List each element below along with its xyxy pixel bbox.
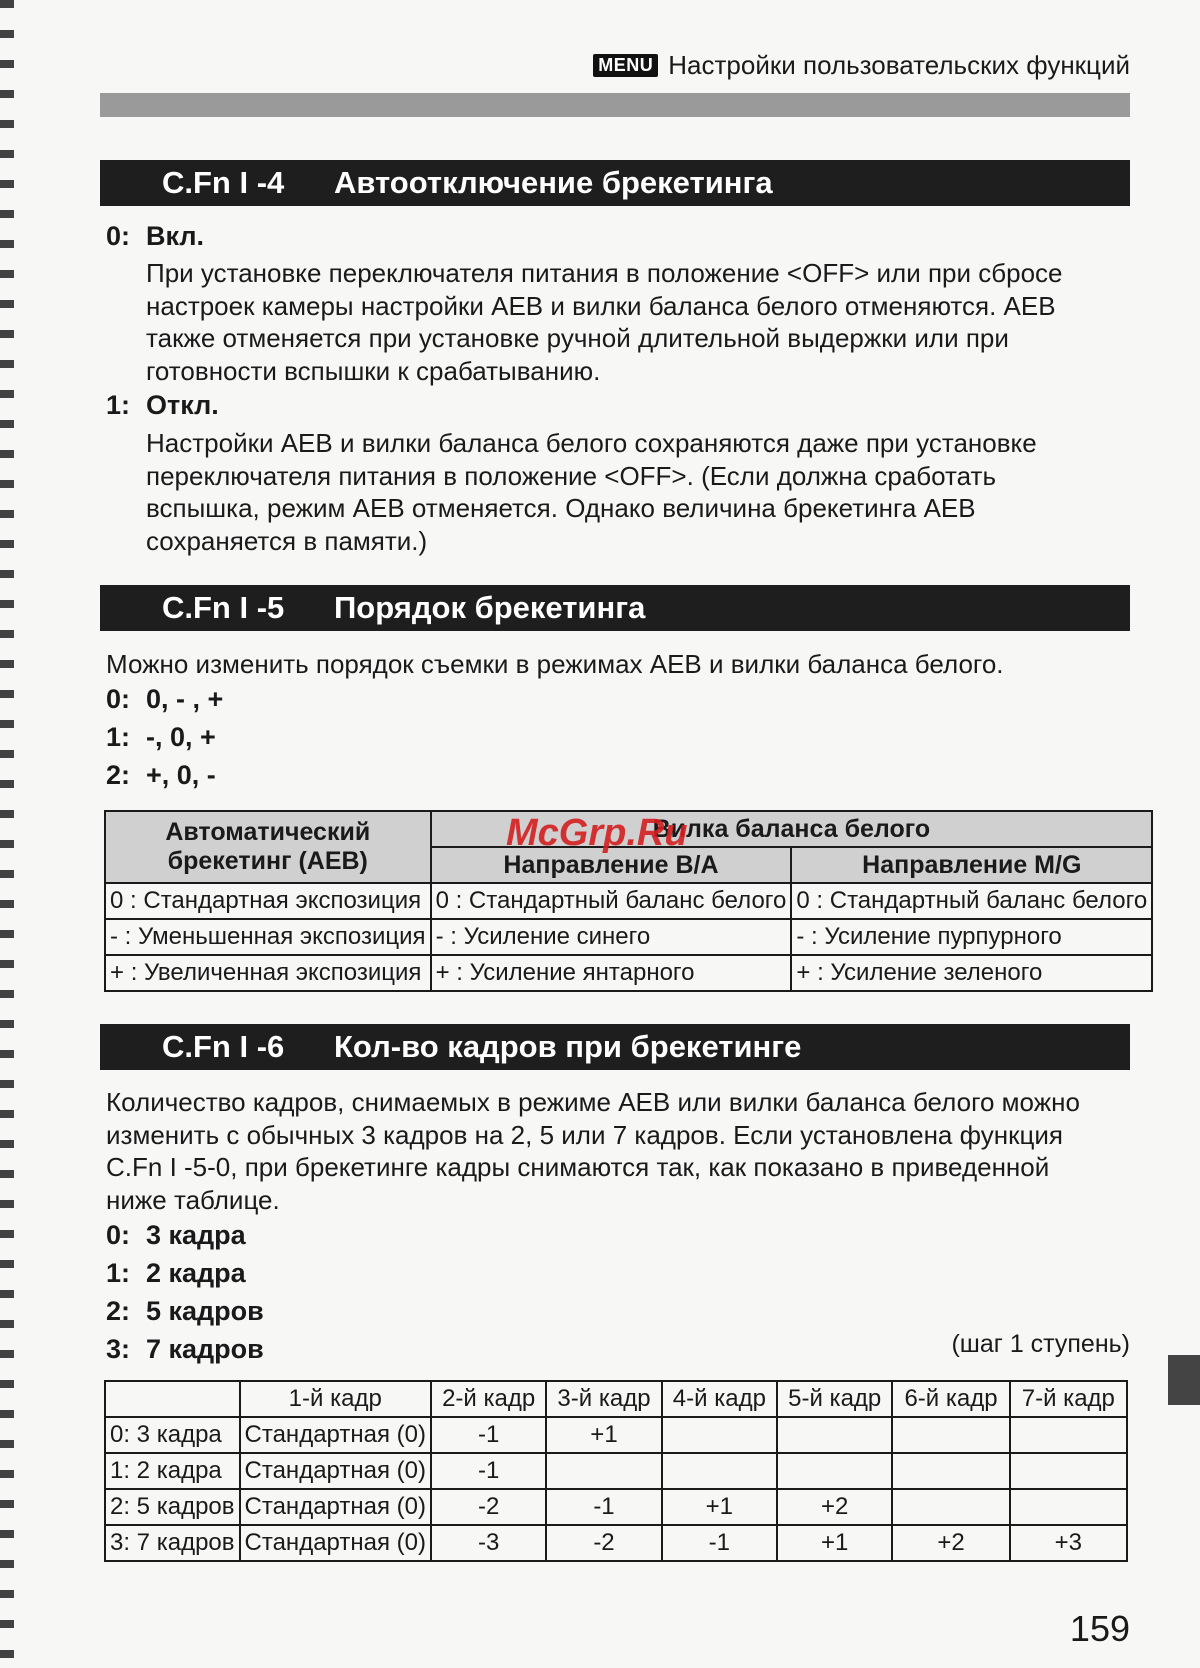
section-code: C.Fn I -5 (162, 590, 285, 625)
header-aeb: Автоматический брекетинг (AEB) (105, 811, 431, 883)
section-header-cfn6 (100, 1024, 1130, 1070)
option-description: Настройки AEB и вилки баланса белого сохраняются даже при установке переключателя питания в положение <OFF>. (Если должна сработать вспышка, режим AEB отменяется. Однако величина брекетинга AEB сохраняется в памяти.) (146, 428, 1037, 556)
option-label: Откл. (146, 390, 219, 420)
table-cell (431, 883, 792, 919)
section-title: Кол-во кадров при брекетинге (334, 1029, 802, 1064)
table-cell: Стандартная (0) (240, 1525, 431, 1561)
header-ba: Направление B/A (431, 847, 792, 883)
option-label: 5 кадров (146, 1296, 264, 1326)
table-cell: +1 (777, 1525, 892, 1561)
table-cell (1010, 1417, 1127, 1453)
table-cell: Стандартная (0) (240, 1489, 431, 1525)
table-cell: -2 (431, 1489, 546, 1525)
symbol: - (110, 923, 118, 950)
ba-desc: : Стандартный баланс белого (455, 887, 787, 914)
option-label: 3 кадра (146, 1220, 246, 1250)
section-code: C.Fn I -4 (162, 165, 285, 200)
binding-edge (0, 0, 14, 1668)
table-header-row (105, 1381, 1127, 1417)
option-0 (106, 684, 223, 715)
table-row (105, 919, 1152, 955)
table-row (105, 1453, 1127, 1489)
ba-desc: : Усиление янтарного (456, 959, 695, 986)
step-note: (шаг 1 ступень) (951, 1330, 1130, 1358)
option-number: 0: (106, 1220, 131, 1250)
mg-desc: : Стандартный баланс белого (816, 887, 1148, 914)
option-label: -, 0, + (146, 722, 216, 752)
table-cell (892, 1417, 1009, 1453)
page-header (593, 50, 1130, 81)
table-cell: +1 (546, 1417, 661, 1453)
column-header: 4-й кадр (662, 1381, 777, 1417)
header-mg: Направление M/G (791, 847, 1152, 883)
option-number: 0: (106, 221, 131, 251)
table-cell (431, 955, 792, 991)
section-tab-marker (1168, 1355, 1200, 1405)
table-cell (777, 1417, 892, 1453)
option-0 (106, 1220, 246, 1251)
table-row (105, 955, 1152, 991)
option-number: 1: (106, 390, 131, 420)
table-cell: +3 (1010, 1525, 1127, 1561)
section-title: Автоотключение брекетинга (334, 165, 773, 200)
column-header (105, 1381, 240, 1417)
table-cell (1010, 1489, 1127, 1525)
section-intro: Можно изменить порядок съемки в режимах AEB и вилки баланса белого. (106, 649, 1004, 679)
column-header: 7-й кадр (1010, 1381, 1127, 1417)
option-2 (106, 760, 216, 791)
table-cell: 1: 2 кадра (105, 1453, 240, 1489)
column-header: 1-й кадр (240, 1381, 431, 1417)
option-1 (106, 390, 219, 421)
symbol: + (435, 959, 450, 986)
symbol: - (435, 923, 444, 950)
option-1 (106, 1258, 246, 1289)
column-header: 2-й кадр (431, 1381, 546, 1417)
section-header-cfn5 (100, 585, 1130, 631)
table-cell: 2: 5 кадров (105, 1489, 240, 1525)
header-title: Настройки пользовательских функций (668, 50, 1130, 80)
table-cell (892, 1453, 1009, 1489)
option-0 (106, 221, 204, 252)
table-cell: Стандартная (0) (240, 1453, 431, 1489)
option-number: 0: (106, 684, 131, 714)
table-cell (105, 883, 431, 919)
table-cell: -2 (546, 1525, 661, 1561)
option-2 (106, 1296, 264, 1327)
table-cell: +1 (662, 1489, 777, 1525)
table-cell (892, 1489, 1009, 1525)
table-cell (431, 919, 792, 955)
table-cell: -1 (546, 1489, 661, 1525)
page-number: 159 (1069, 1608, 1130, 1649)
option-number: 3: (106, 1334, 131, 1364)
table-row (105, 1417, 1127, 1453)
option-number: 2: (106, 1296, 131, 1326)
table-cell: -3 (431, 1525, 546, 1561)
section-header-cfn4 (100, 160, 1130, 206)
table-cell (662, 1453, 777, 1489)
symbol: 0 (796, 887, 810, 914)
table-cell: -1 (431, 1453, 546, 1489)
option-label: +, 0, - (146, 760, 216, 790)
option-label: 7 кадров (146, 1334, 264, 1364)
table-cell (662, 1417, 777, 1453)
option-number: 1: (106, 1258, 131, 1288)
table-row (105, 883, 1152, 919)
option-label: 2 кадра (146, 1258, 246, 1288)
watermark: McGrp.Ru (506, 812, 688, 854)
aeb-desc: : Уменьшенная экспозиция (124, 923, 426, 950)
column-header: 5-й кадр (777, 1381, 892, 1417)
table-row (105, 1489, 1127, 1525)
symbol: - (796, 923, 805, 950)
symbol: 0 (435, 887, 449, 914)
option-3 (106, 1334, 264, 1365)
table-cell (791, 919, 1152, 955)
table-cell: Стандартная (0) (240, 1417, 431, 1453)
mg-desc: : Усиление пурпурного (811, 923, 1062, 950)
table-cell (791, 883, 1152, 919)
table-cell: +2 (777, 1489, 892, 1525)
menu-icon: MENU (593, 54, 658, 77)
option-1 (106, 722, 216, 753)
aeb-desc: : Стандартная экспозиция (130, 887, 422, 914)
ba-desc: : Усиление синего (450, 923, 651, 950)
table-row (105, 1525, 1127, 1561)
column-header: 6-й кадр (892, 1381, 1009, 1417)
option-label: 0, - , + (146, 684, 224, 714)
option-number: 1: (106, 722, 131, 752)
table-cell (105, 919, 431, 955)
header-wb-bracketing: Вилка баланса белого (431, 811, 1153, 847)
table-cell (105, 955, 431, 991)
symbol: 0 (110, 887, 124, 914)
section-intro: Количество кадров, снимаемых в режиме AEB или вилки баланса белого можно изменить с обычных 3 кадров на 2, 5 или 7 кадров. Если установлена функция C.Fn I -5-0, при брекетинге кадры снимаются так, как показано в приведенной ниже таблице. (106, 1087, 1080, 1215)
table-cell (791, 955, 1152, 991)
column-header: 3-й кадр (546, 1381, 661, 1417)
header-divider (100, 93, 1130, 117)
symbol: + (110, 959, 125, 986)
table-cell: 0: 3 кадра (105, 1417, 240, 1453)
frame-count-table (104, 1380, 1128, 1562)
aeb-desc: : Увеличенная экспозиция (130, 959, 422, 986)
section-code: C.Fn I -6 (162, 1029, 285, 1064)
table-cell: -1 (662, 1525, 777, 1561)
section-title: Порядок брекетинга (334, 590, 646, 625)
table-cell (777, 1453, 892, 1489)
table-cell (1010, 1453, 1127, 1489)
mg-desc: : Усиление зеленого (817, 959, 1043, 986)
option-number: 2: (106, 760, 131, 790)
table-cell (546, 1453, 661, 1489)
table-cell: -1 (431, 1417, 546, 1453)
option-label: Вкл. (146, 221, 204, 251)
table-cell: +2 (892, 1525, 1009, 1561)
symbol: + (796, 959, 811, 986)
table-cell: 3: 7 кадров (105, 1525, 240, 1561)
option-description: При установке переключателя питания в положение <OFF> или при сбросе настроек камеры настройки AEB и вилки баланса белого отменяются. AEB также отменяется при установке ручной длительной выдержки или при готовности вспышки к срабатыванию. (146, 258, 1063, 386)
